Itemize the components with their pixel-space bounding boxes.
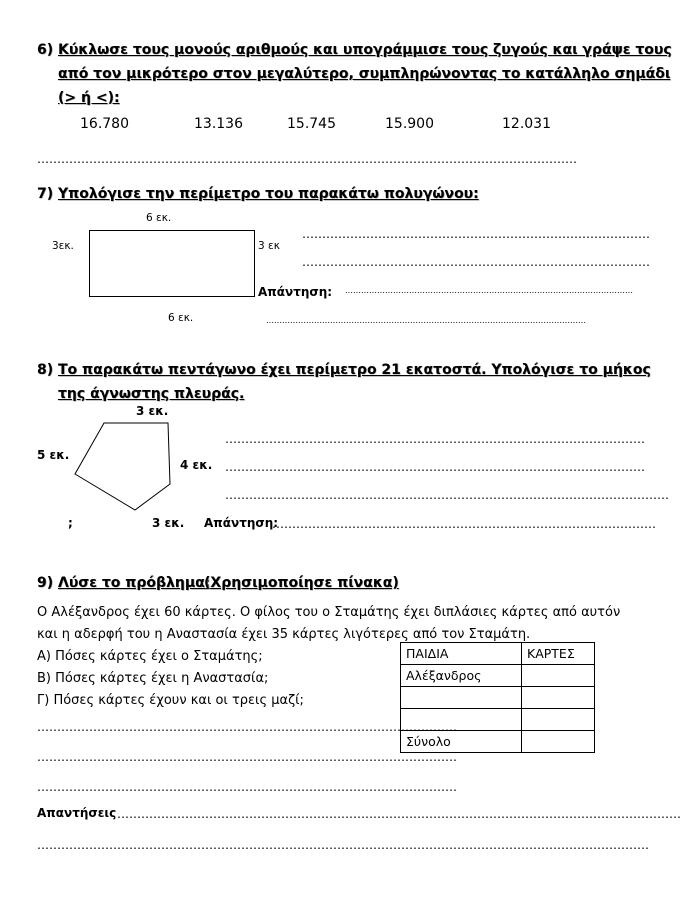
q9-work-line-3[interactable]: ……………………………………………………………………………………………: [37, 780, 457, 794]
q8-line-d[interactable]: ……………………………………………………………………………………: [272, 517, 656, 531]
q8-number: 8): [37, 362, 54, 378]
q9-last-line[interactable]: ………………………………………………………………………………………………………………………………………: [37, 838, 649, 852]
table-cell-value[interactable]: [522, 731, 595, 753]
q7-rectangle: [89, 230, 255, 297]
table-header-children: ΠΑΙΔΙΑ: [401, 643, 522, 665]
table-row: [401, 687, 595, 709]
q9-text-line2: και η αδερφή του η Αναστασία έχει 35 κάρτες λιγότερες από τον Σταμάτη.: [37, 627, 531, 642]
q8-right-label: 4 εκ.: [180, 458, 213, 472]
table-row: [401, 709, 595, 731]
q7-right-label: 3 εκ: [258, 240, 280, 252]
q9-answers-label: Απαντήσεις: [37, 806, 117, 820]
q8-top-label: 3 εκ.: [136, 404, 169, 418]
q8-unknown-side-label: ;: [68, 516, 73, 530]
q6-number-1: 16.780: [80, 116, 129, 132]
q9-table: [400, 642, 595, 753]
q9-number: 9): [37, 575, 54, 591]
table-cell-name[interactable]: [401, 687, 522, 709]
q8-text-line2: της άγνωστης πλευράς.: [58, 386, 245, 402]
q6-number-5: 12.031: [502, 116, 551, 132]
q9-question-a: Α) Πόσες κάρτες έχει ο Σταμάτης;: [37, 649, 263, 664]
q8-text-line1: Το παρακάτω πεντάγωνο έχει περίμετρο 21 εκατοστά. Υπολόγισε το μήκος: [58, 362, 651, 378]
q7-answer-label: Απάντηση:: [258, 285, 333, 299]
q7-bottom-label: 6 εκ.: [168, 312, 194, 324]
q9-text-line1: Ο Αλέξανδρος έχει 60 κάρτες. Ο φίλος του ο Σταμάτης έχει διπλάσιες κάρτες από αυτόν: [37, 605, 621, 620]
table-cell-name: Σύνολο: [401, 731, 522, 753]
q9-question-b: Β) Πόσες κάρτες έχει η Αναστασία;: [37, 671, 269, 686]
q6-number-2: 13.136: [194, 116, 243, 132]
q9-work-line-1[interactable]: ……………………………………………………………………………………………: [37, 720, 457, 734]
q8-line-a[interactable]: ……………………………………………………………………………………………: [225, 432, 645, 446]
q9-answers-line[interactable]: ……………………………………………………………………………………………………………………………: [117, 807, 681, 821]
q7-line-4[interactable]: …………………………………………………………………………………………………………: [266, 316, 586, 325]
q8-pentagon: [60, 418, 180, 513]
q7-line-2[interactable]: ……………………………………………………………………………: [302, 255, 650, 269]
table-cell-name: Αλέξανδρος: [401, 665, 522, 687]
table-cell-name[interactable]: [401, 709, 522, 731]
q7-left-label: 3εκ.: [52, 240, 74, 252]
table-row: [401, 731, 595, 753]
q9-title: Λύσε το πρόβλημα:: [58, 575, 211, 591]
table-cell-value[interactable]: [522, 687, 595, 709]
q8-answer-label: Απάντηση:: [204, 516, 279, 530]
q7-number: 7): [37, 186, 54, 202]
q7-line-1[interactable]: ……………………………………………………………………………: [302, 227, 650, 241]
q7-top-label: 6 εκ.: [146, 212, 172, 224]
q8-line-c[interactable]: …………………………………………………………………………………………………: [225, 488, 669, 502]
q7-line-3[interactable]: ………………………………………………………………………………………………: [345, 286, 633, 295]
q8-line-b[interactable]: ……………………………………………………………………………………………: [225, 460, 645, 474]
q9-work-line-2[interactable]: ……………………………………………………………………………………………: [37, 750, 457, 764]
table-header-cards: ΚΑΡΤΕΣ: [522, 643, 595, 665]
table-cell-value[interactable]: [522, 709, 595, 731]
q8-left-label: 5 εκ.: [37, 448, 70, 462]
table-row: [401, 665, 595, 687]
q6-text-line3: (> ή <):: [58, 90, 120, 106]
q8-bottom-label: 3 εκ.: [152, 516, 185, 530]
q6-number-3: 15.745: [287, 116, 336, 132]
q9-title-hint: (Χρησιμοποίησε πίνακα): [204, 575, 399, 591]
q6-answer-line[interactable]: ………………………………………………………………………………………………………………………: [37, 152, 577, 166]
q6-number: 6): [37, 42, 54, 58]
q6-number-4: 15.900: [385, 116, 434, 132]
table-cell-value[interactable]: [522, 665, 595, 687]
q7-title: Υπολόγισε την περίμετρο του παρακάτω πολυγώνου:: [58, 186, 479, 202]
q6-text-line2: από τον μικρότερο στον μεγαλύτερο, συμπληρώνοντας το κατάλληλο σημάδι: [58, 66, 671, 82]
q6-text-line1: Κύκλωσε τους μονούς αριθμούς και υπογράμμισε τους ζυγούς και γράψε τους: [58, 42, 672, 58]
table-header-row: [401, 643, 595, 665]
q9-question-c: Γ) Πόσες κάρτες έχουν και οι τρεις μαζί;: [37, 693, 304, 708]
